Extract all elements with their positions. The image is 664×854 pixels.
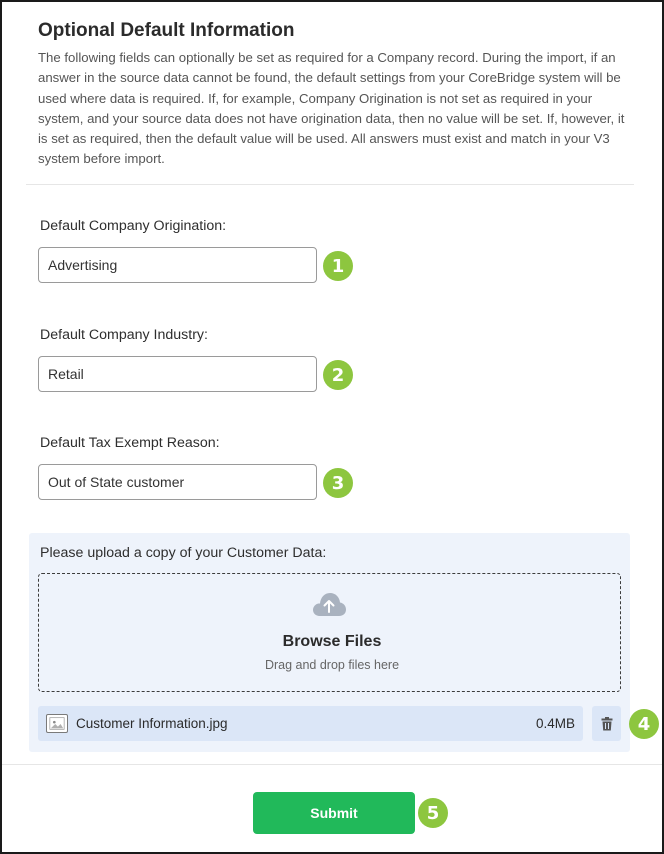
- uploaded-file-size: 0.4MB: [535, 716, 575, 731]
- trash-icon: [601, 717, 613, 731]
- page-title: Optional Default Information: [38, 20, 295, 41]
- industry-label: Default Company Industry:: [40, 327, 208, 343]
- step-badge-4: 4: [629, 709, 659, 739]
- tax-exempt-label: Default Tax Exempt Reason:: [40, 435, 220, 451]
- submit-button[interactable]: Submit: [253, 792, 415, 834]
- image-file-icon: [46, 714, 68, 733]
- step-badge-2: 2: [323, 360, 353, 390]
- upload-label: Please upload a copy of your Customer Data:: [40, 545, 327, 561]
- industry-input[interactable]: [38, 356, 317, 392]
- uploaded-file-name: Customer Information.jpg: [76, 716, 228, 731]
- step-badge-1: 1: [323, 251, 353, 281]
- page-description: The following fields can optionally be set as required for a Company record. During the import, if an answer in the source data cannot be found, the default settings from your CoreBridge system will be used where data is required. If, for example, Company Origination is not set as required in your system, and your source data does not have origination data, then no value will be set. If, however, it is set as required, then the default value will be used. All answers must exist and match in your V3 system before import.: [38, 50, 625, 167]
- step-badge-3: 3: [323, 468, 353, 498]
- origination-input[interactable]: [38, 247, 317, 283]
- footer-divider: [2, 764, 662, 765]
- delete-file-button[interactable]: [592, 706, 621, 741]
- origination-label: Default Company Origination:: [40, 218, 227, 234]
- cloud-upload-icon: [311, 590, 347, 618]
- step-badge-5: 5: [418, 798, 448, 828]
- browse-files-title[interactable]: Browse Files: [282, 633, 382, 650]
- browse-files-subtitle: Drag and drop files here: [264, 658, 400, 672]
- tax-exempt-input[interactable]: [38, 464, 317, 500]
- section-divider: [26, 184, 634, 185]
